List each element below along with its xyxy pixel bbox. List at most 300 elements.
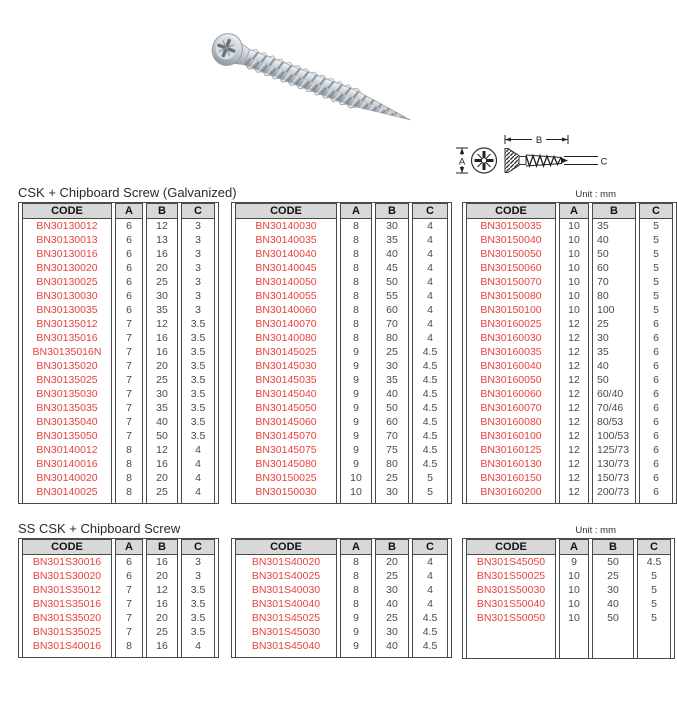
value-cell: 35	[146, 401, 178, 415]
value-cell: 60/40	[592, 387, 636, 401]
code-cell: BN30135050	[22, 429, 112, 443]
value-cell: 4	[412, 555, 448, 569]
value-cell: 3	[181, 289, 215, 303]
table-row	[22, 261, 215, 275]
value-cell: 5	[639, 289, 673, 303]
code-cell: BN30150040	[466, 233, 556, 247]
spec-table-4	[18, 538, 219, 658]
code-cell: BN30135025	[22, 373, 112, 387]
value-cell: 16	[146, 639, 178, 653]
column-header: CODE	[466, 539, 556, 555]
value-cell: 3	[181, 303, 215, 317]
value-cell: 5	[412, 471, 448, 485]
table-row	[235, 485, 448, 499]
value-cell: 12	[559, 471, 589, 485]
value-cell: 60	[375, 415, 409, 429]
value-cell: 70/46	[592, 401, 636, 415]
code-cell: BN30150050	[466, 247, 556, 261]
value-cell: 4	[412, 597, 448, 611]
value-cell: 6	[115, 303, 143, 317]
section-stainless	[18, 521, 662, 659]
value-cell: 50	[592, 247, 636, 261]
table-row	[466, 275, 673, 289]
value-cell: 3	[181, 233, 215, 247]
code-cell: BN301S40025	[235, 569, 337, 583]
label-a: A	[458, 156, 466, 168]
value-cell: 16	[146, 555, 178, 569]
code-cell: BN301S40040	[235, 597, 337, 611]
value-cell: 3.5	[181, 429, 215, 443]
value-cell: 9	[559, 555, 589, 569]
value-cell: 12	[559, 457, 589, 471]
value-cell: 12	[146, 219, 178, 233]
table-row	[466, 387, 673, 401]
table-row	[466, 219, 673, 233]
table-row	[22, 625, 215, 639]
value-cell: 50	[146, 429, 178, 443]
value-cell: 5	[639, 247, 673, 261]
value-cell: 50	[592, 611, 634, 625]
table-row	[466, 569, 671, 583]
spec-table-1	[18, 202, 219, 504]
code-cell: BN30145060	[235, 415, 337, 429]
table-row	[235, 233, 448, 247]
value-cell: 12	[559, 359, 589, 373]
value-cell: 10	[340, 471, 372, 485]
table-filler-row	[22, 653, 215, 657]
value-cell: 4.5	[412, 429, 448, 443]
value-cell: 4	[412, 275, 448, 289]
value-cell: 8	[340, 219, 372, 233]
value-cell: 9	[340, 639, 372, 653]
code-cell: BN301S45030	[235, 625, 337, 639]
table-row	[235, 317, 448, 331]
code-cell: BN301S45025	[235, 611, 337, 625]
value-cell: 6	[639, 373, 673, 387]
table-row	[22, 597, 215, 611]
value-cell: 16	[146, 597, 178, 611]
value-cell: 20	[146, 261, 178, 275]
table-row	[22, 429, 215, 443]
value-cell: 30	[592, 583, 634, 597]
value-cell: 20	[146, 569, 178, 583]
table-row	[466, 415, 673, 429]
value-cell: 9	[340, 429, 372, 443]
column-header: C	[181, 203, 215, 219]
table-row	[466, 583, 671, 597]
code-cell: BN30160060	[466, 387, 556, 401]
value-cell: 40	[592, 359, 636, 373]
value-cell: 35	[375, 233, 409, 247]
code-cell: BN30145030	[235, 359, 337, 373]
table-row	[235, 247, 448, 261]
code-cell: BN30130013	[22, 233, 112, 247]
value-cell: 10	[559, 233, 589, 247]
value-cell: 4	[412, 583, 448, 597]
value-cell: 8	[115, 471, 143, 485]
table-row	[22, 415, 215, 429]
value-cell: 9	[340, 443, 372, 457]
value-cell: 8	[340, 247, 372, 261]
value-cell: 100/53	[592, 429, 636, 443]
spec-table	[18, 538, 219, 658]
value-cell: 60	[375, 303, 409, 317]
value-cell: 9	[340, 625, 372, 639]
code-cell: BN30150100	[466, 303, 556, 317]
value-cell: 8	[340, 555, 372, 569]
section-head	[18, 521, 618, 536]
value-cell: 4.5	[637, 555, 671, 569]
table-row	[235, 597, 448, 611]
value-cell: 4	[412, 569, 448, 583]
table-row	[466, 303, 673, 317]
code-cell: BN30160040	[466, 359, 556, 373]
code-cell: BN30160150	[466, 471, 556, 485]
value-cell: 5	[639, 219, 673, 233]
value-cell: 20	[146, 359, 178, 373]
value-cell: 20	[375, 555, 409, 569]
value-cell: 30	[146, 289, 178, 303]
value-cell: 7	[115, 345, 143, 359]
value-cell: 25	[146, 275, 178, 289]
value-cell: 8	[340, 569, 372, 583]
code-cell: BN30150025	[235, 471, 337, 485]
value-cell: 12	[559, 317, 589, 331]
value-cell: 12	[559, 443, 589, 457]
table-row	[466, 289, 673, 303]
code-cell: BN30135035	[22, 401, 112, 415]
value-cell: 40	[375, 387, 409, 401]
value-cell: 25	[592, 569, 634, 583]
column-header: A	[340, 539, 372, 555]
screw-product-photo	[190, 10, 440, 135]
table-filler-row	[235, 653, 448, 657]
code-cell: BN30135016	[22, 331, 112, 345]
value-cell: 5	[639, 275, 673, 289]
value-cell: 4	[181, 457, 215, 471]
code-cell: BN30160200	[466, 485, 556, 499]
value-cell: 4.5	[412, 387, 448, 401]
screw-side-view-icon	[505, 149, 568, 173]
column-header: B	[375, 203, 409, 219]
value-cell: 80	[375, 331, 409, 345]
table-row	[235, 373, 448, 387]
code-cell: BN30140020	[22, 471, 112, 485]
value-cell: 3	[181, 569, 215, 583]
spec-table-3	[462, 202, 677, 504]
table-row	[22, 443, 215, 457]
value-cell: 4.5	[412, 639, 448, 653]
table-row	[22, 219, 215, 233]
code-cell: BN301S35016	[22, 597, 112, 611]
table-row	[235, 359, 448, 373]
code-cell: BN30135030	[22, 387, 112, 401]
value-cell: 8	[340, 275, 372, 289]
table-header-row	[22, 539, 215, 555]
value-cell: 20	[146, 611, 178, 625]
column-header: B	[146, 539, 178, 555]
column-header: CODE	[466, 203, 556, 219]
screw-photo-group	[208, 29, 416, 134]
value-cell: 6	[115, 233, 143, 247]
code-cell: BN30140040	[235, 247, 337, 261]
value-cell: 6	[639, 443, 673, 457]
code-cell: BN30150070	[466, 275, 556, 289]
table-row	[22, 275, 215, 289]
value-cell: 7	[115, 429, 143, 443]
value-cell: 12	[146, 583, 178, 597]
column-header: B	[592, 203, 636, 219]
value-cell: 6	[639, 345, 673, 359]
value-cell: 4	[412, 233, 448, 247]
value-cell: 4.5	[412, 457, 448, 471]
value-cell: 35	[592, 219, 636, 233]
section-head	[18, 185, 618, 200]
table-row	[466, 429, 673, 443]
value-cell: 25	[146, 485, 178, 499]
value-cell: 30	[592, 331, 636, 345]
code-cell: BN301S30020	[22, 569, 112, 583]
value-cell: 4	[181, 471, 215, 485]
value-cell: 40	[146, 415, 178, 429]
value-cell: 30	[375, 625, 409, 639]
section-galvanized	[18, 185, 660, 504]
value-cell: 45	[375, 261, 409, 275]
value-cell: 6	[639, 485, 673, 499]
value-cell: 9	[340, 611, 372, 625]
value-cell: 3.5	[181, 415, 215, 429]
value-cell: 25	[375, 471, 409, 485]
value-cell: 7	[115, 415, 143, 429]
code-cell: BN30135016N	[22, 345, 112, 359]
table-row	[22, 233, 215, 247]
value-cell: 10	[559, 275, 589, 289]
code-cell: BN30135040	[22, 415, 112, 429]
table-row	[22, 373, 215, 387]
table-row	[466, 555, 671, 569]
value-cell: 60	[592, 261, 636, 275]
value-cell: 4	[412, 261, 448, 275]
column-header: CODE	[235, 203, 337, 219]
value-cell: 12	[559, 401, 589, 415]
tables-row	[18, 538, 662, 659]
value-cell: 4.5	[412, 611, 448, 625]
code-cell: BN30160125	[466, 443, 556, 457]
value-cell: 5	[639, 303, 673, 317]
value-cell: 10	[559, 247, 589, 261]
code-cell: BN301S50030	[466, 583, 556, 597]
value-cell: 13	[146, 233, 178, 247]
code-cell: BN30160080	[466, 415, 556, 429]
table-row	[235, 639, 448, 653]
table-header-row	[235, 539, 448, 555]
code-cell: BN30140050	[235, 275, 337, 289]
column-header: B	[592, 539, 634, 555]
code-cell: BN30145035	[235, 373, 337, 387]
value-cell: 3.5	[181, 597, 215, 611]
value-cell: 4.5	[412, 625, 448, 639]
value-cell: 4	[412, 317, 448, 331]
value-cell: 9	[340, 387, 372, 401]
table-row	[22, 331, 215, 345]
code-cell: BN30130035	[22, 303, 112, 317]
table-row	[235, 415, 448, 429]
table-row	[466, 331, 673, 345]
value-cell: 8	[340, 597, 372, 611]
dimension-diagram	[450, 128, 618, 186]
value-cell: 5	[637, 611, 671, 625]
value-cell: 3.5	[181, 331, 215, 345]
value-cell: 35	[146, 303, 178, 317]
code-cell: BN301S45040	[235, 639, 337, 653]
code-cell: BN301S40020	[235, 555, 337, 569]
value-cell: 7	[115, 359, 143, 373]
table-row	[235, 345, 448, 359]
value-cell: 7	[115, 387, 143, 401]
value-cell: 25	[375, 569, 409, 583]
column-header: C	[412, 539, 448, 555]
value-cell: 7	[115, 373, 143, 387]
value-cell: 200/73	[592, 485, 636, 499]
value-cell: 30	[375, 485, 409, 499]
value-cell: 12	[559, 331, 589, 345]
column-header: A	[559, 203, 589, 219]
label-b: B	[535, 135, 543, 146]
table-filler-row	[22, 499, 215, 503]
value-cell: 4.5	[412, 373, 448, 387]
value-cell: 5	[639, 233, 673, 247]
value-cell: 6	[115, 275, 143, 289]
value-cell: 4.5	[412, 415, 448, 429]
value-cell: 6	[115, 555, 143, 569]
value-cell: 10	[340, 485, 372, 499]
value-cell: 6	[639, 331, 673, 345]
code-cell: BN30135020	[22, 359, 112, 373]
value-cell: 40	[375, 597, 409, 611]
table-row	[22, 303, 215, 317]
value-cell: 25	[146, 373, 178, 387]
table-row	[235, 443, 448, 457]
value-cell: 4	[412, 303, 448, 317]
table-row	[235, 219, 448, 233]
table-row	[235, 471, 448, 485]
code-cell: BN30140060	[235, 303, 337, 317]
code-cell: BN301S30016	[22, 555, 112, 569]
table-row	[466, 233, 673, 247]
value-cell: 3	[181, 555, 215, 569]
value-cell: 6	[639, 471, 673, 485]
table-filler-row	[235, 499, 448, 503]
value-cell: 6	[639, 317, 673, 331]
unit-label: Unit : mm	[575, 525, 616, 536]
table-row	[22, 317, 215, 331]
value-cell: 12	[559, 429, 589, 443]
table-row	[466, 443, 673, 457]
spec-table	[231, 202, 452, 504]
code-cell: BN30140030	[235, 219, 337, 233]
value-cell: 3	[181, 275, 215, 289]
value-cell: 55	[375, 289, 409, 303]
value-cell: 8	[340, 261, 372, 275]
value-cell: 80	[375, 457, 409, 471]
code-cell: BN30150060	[466, 261, 556, 275]
value-cell: 25	[375, 611, 409, 625]
value-cell: 10	[559, 289, 589, 303]
value-cell: 8	[340, 289, 372, 303]
code-cell: BN30130016	[22, 247, 112, 261]
tables-row	[18, 202, 660, 504]
value-cell: 3.5	[181, 345, 215, 359]
code-cell: BN30160025	[466, 317, 556, 331]
code-cell: BN30140035	[235, 233, 337, 247]
table-row	[22, 457, 215, 471]
code-cell: BN30140080	[235, 331, 337, 345]
code-cell: BN30140012	[22, 443, 112, 457]
value-cell: 9	[340, 401, 372, 415]
value-cell: 3.5	[181, 625, 215, 639]
table-row	[466, 611, 671, 625]
value-cell: 7	[115, 583, 143, 597]
value-cell: 4	[412, 219, 448, 233]
value-cell: 30	[146, 387, 178, 401]
code-cell: BN30140016	[22, 457, 112, 471]
code-cell: BN30140025	[22, 485, 112, 499]
table-row	[235, 457, 448, 471]
value-cell: 8	[115, 457, 143, 471]
value-cell: 50	[592, 555, 634, 569]
spec-table	[462, 538, 675, 659]
table-row	[22, 247, 215, 261]
value-cell: 5	[637, 583, 671, 597]
value-cell: 4	[181, 443, 215, 457]
code-cell: BN30130030	[22, 289, 112, 303]
code-cell: BN301S35020	[22, 611, 112, 625]
value-cell: 12	[146, 317, 178, 331]
table-row	[22, 569, 215, 583]
value-cell: 130/73	[592, 457, 636, 471]
value-cell: 8	[340, 303, 372, 317]
value-cell: 7	[115, 597, 143, 611]
value-cell: 4	[412, 247, 448, 261]
value-cell: 70	[375, 317, 409, 331]
value-cell: 10	[559, 261, 589, 275]
value-cell: 6	[115, 247, 143, 261]
value-cell: 8	[340, 233, 372, 247]
spec-table-5	[231, 538, 452, 658]
table-row	[22, 359, 215, 373]
column-header: CODE	[22, 539, 112, 555]
value-cell: 7	[115, 625, 143, 639]
table-row	[22, 611, 215, 625]
value-cell: 70	[375, 429, 409, 443]
value-cell: 40	[375, 247, 409, 261]
value-cell: 3.5	[181, 583, 215, 597]
value-cell: 6	[639, 387, 673, 401]
value-cell: 3.5	[181, 387, 215, 401]
code-cell: BN301S50025	[466, 569, 556, 583]
table-row	[466, 317, 673, 331]
column-header: A	[559, 539, 589, 555]
table-row	[466, 261, 673, 275]
value-cell: 6	[639, 401, 673, 415]
value-cell: 6	[639, 359, 673, 373]
table-row	[235, 583, 448, 597]
spec-table	[231, 538, 452, 658]
value-cell: 6	[639, 457, 673, 471]
value-cell: 8	[115, 443, 143, 457]
table-row	[235, 331, 448, 345]
value-cell: 3.5	[181, 373, 215, 387]
